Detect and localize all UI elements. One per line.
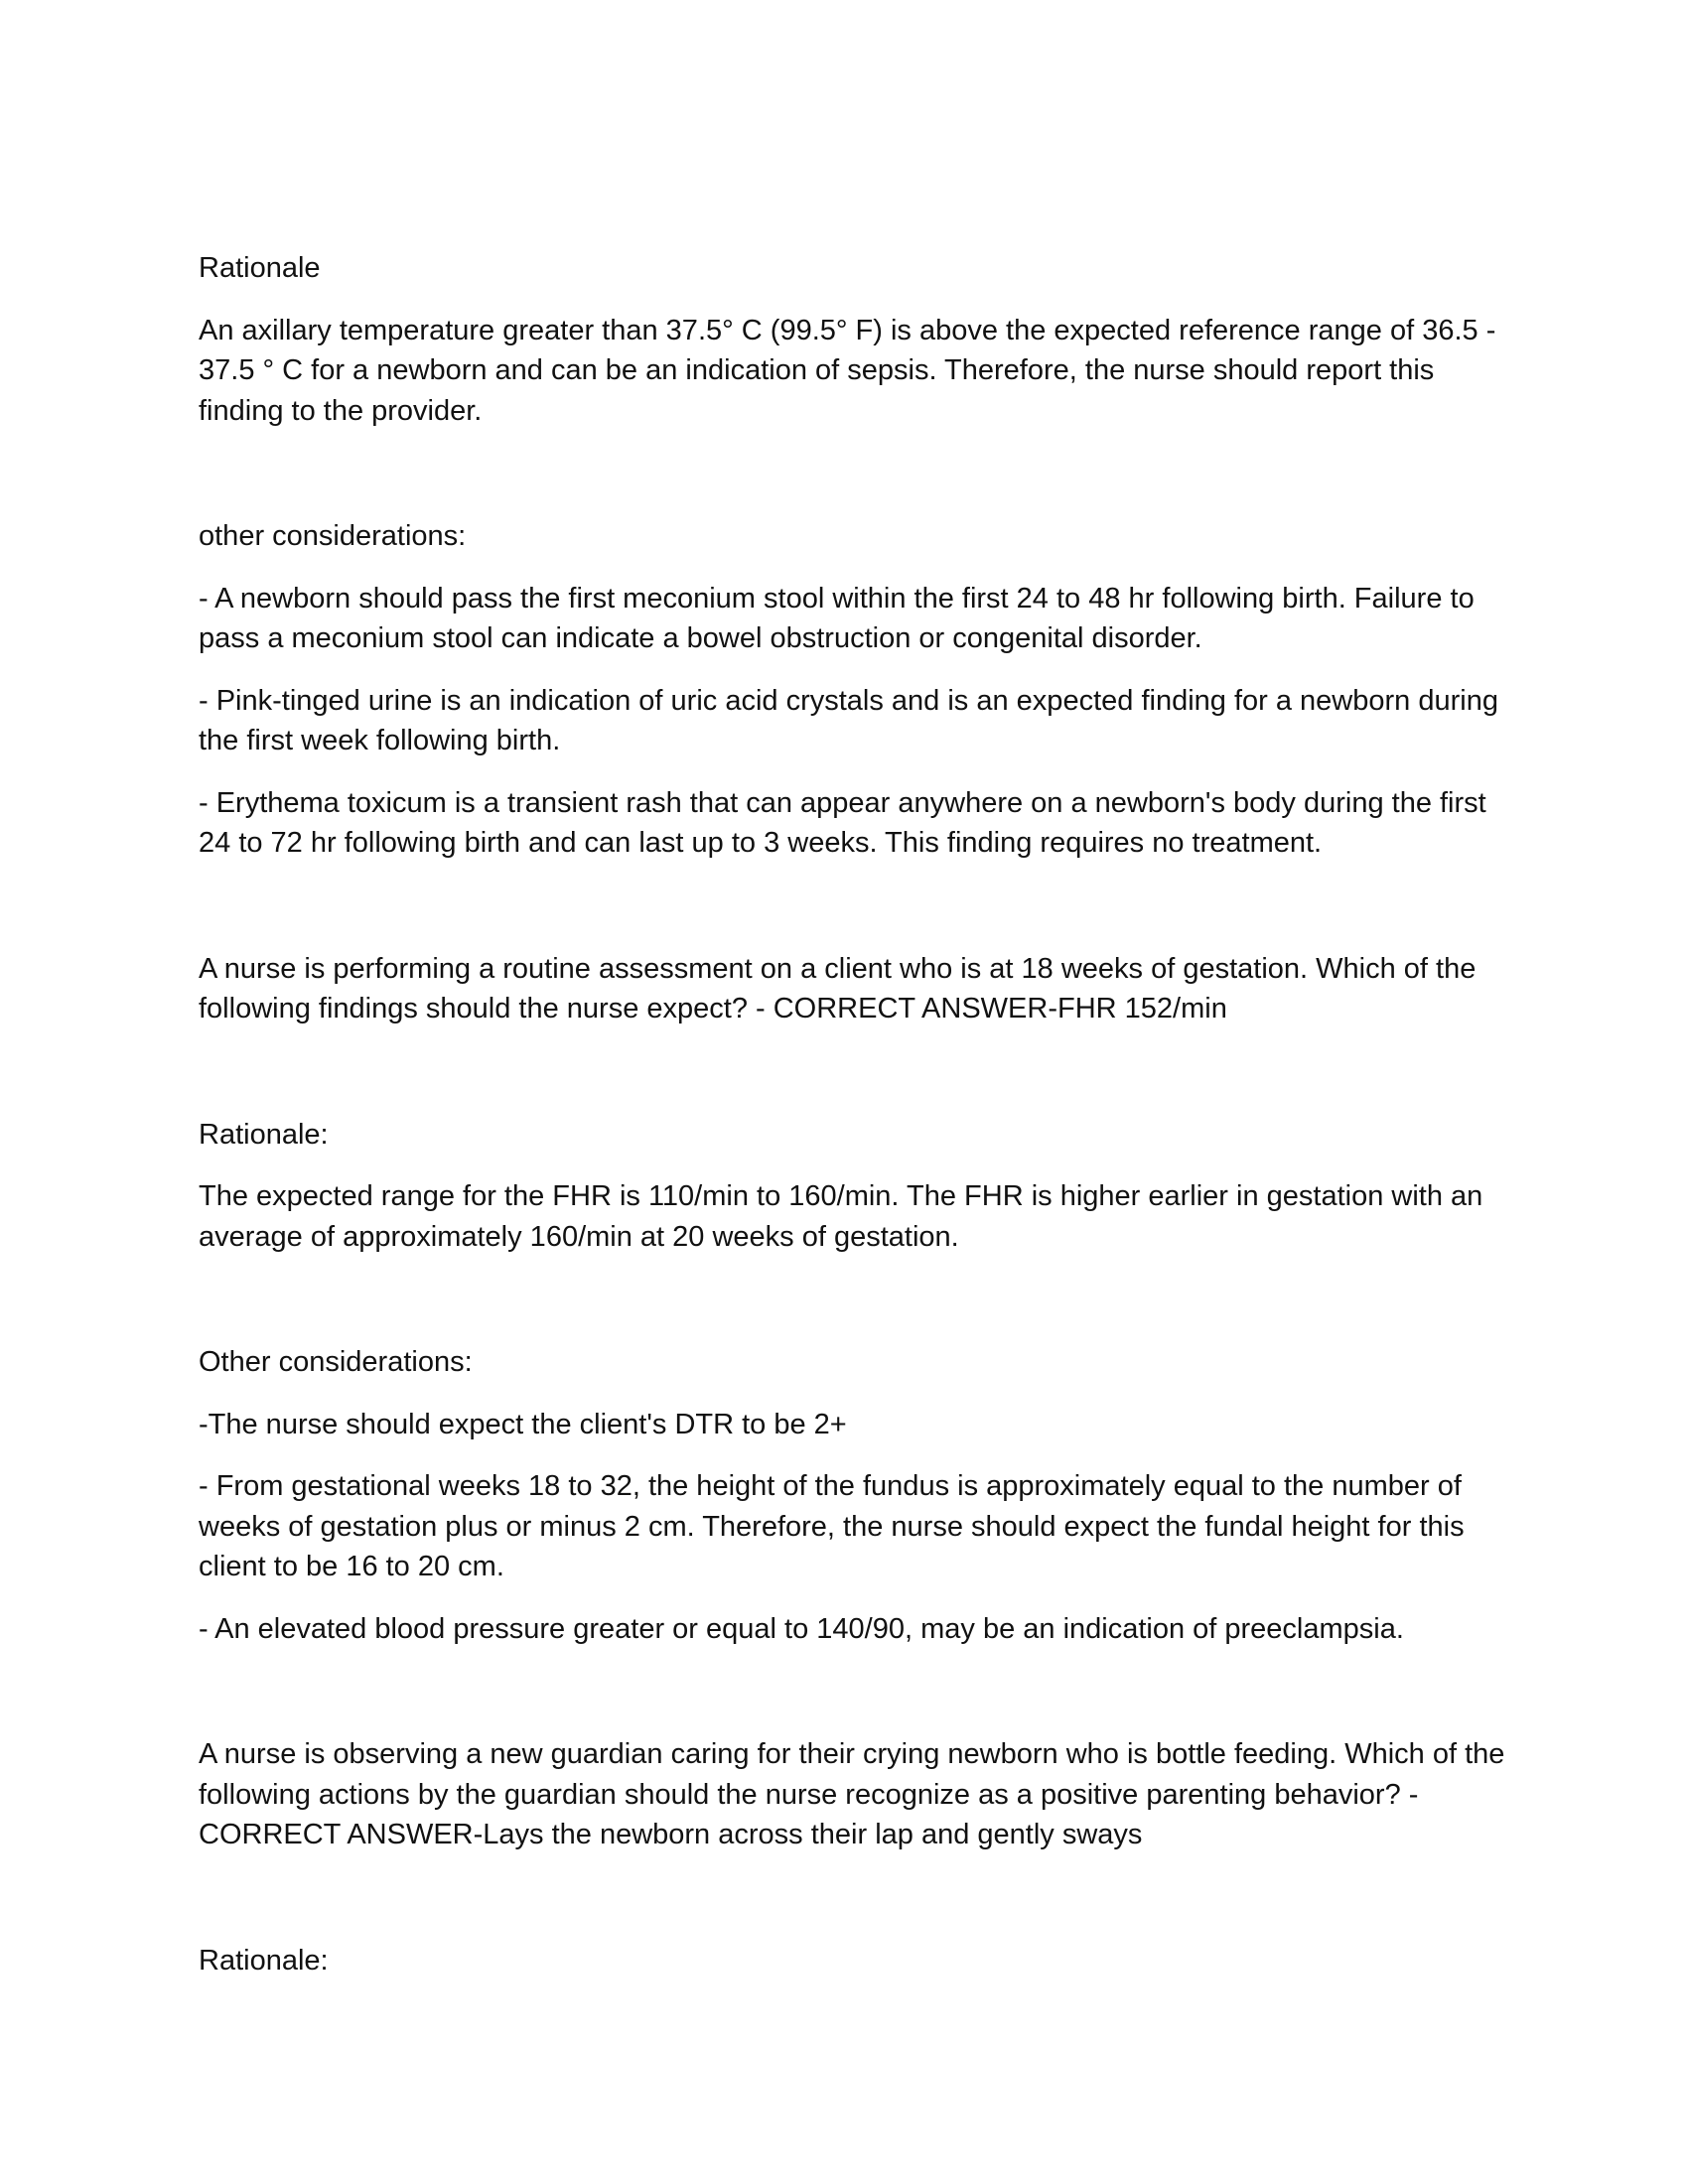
consideration-item-urine: - Pink-tinged urine is an indication of uric acid crystals and is an expected finding for a newborn during the first week following birth. — [199, 684, 1498, 756]
rationale-heading-3: Rationale: — [199, 1944, 329, 1977]
document-page — [199, 248, 1509, 1980]
rationale-paragraph-2: The expected range for the FHR is 110/min to 160/min. The FHR is higher earlier in gestation with an average of approximately 160/min at 20 weeks of gestation. — [199, 1180, 1483, 1253]
consideration-item-blood-pressure: - An elevated blood pressure greater or equal to 140/90, may be an indication of preeclampsia. — [199, 1612, 1404, 1645]
consideration-item-erythema: - Erythema toxicum is a transient rash that can appear anywhere on a newborn's body during the first 24 to 72 hr following birth and can last up to 3 weeks. This finding requires no treatment. — [199, 786, 1486, 859]
rationale-paragraph-1: An axillary temperature greater than 37.5° C (99.5° F) is above the expected reference range of 36.5 - 37.5 ° C for a newborn and can be an indication of sepsis. Therefore, the nurse should report this finding to the provider. — [199, 314, 1496, 427]
question-parenting: A nurse is observing a new guardian caring for their crying newborn who is bottle feeding. Which of the following actions by the guardian should the nurse recognize as a positive parenting behavior? - CORRECT ANSWER-Lays the newborn across their lap and gently sways — [199, 1738, 1505, 1850]
consideration-item-meconium: - A newborn should pass the first meconium stool within the first 24 to 48 hr following birth. Failure to pass a meconium stool can indicate a bowel obstruction or congenital disorder. — [199, 582, 1475, 654]
considerations-heading-2: Other considerations: — [199, 1346, 473, 1378]
consideration-item-dtr: -The nurse should expect the client's DTR to be 2+ — [199, 1408, 847, 1440]
rationale-heading-2: Rationale: — [199, 1118, 329, 1151]
question-gestation: A nurse is performing a routine assessment on a client who is at 18 weeks of gestation. Which of the following findings should the nurse expect? - CORRECT ANSWER-FHR 152/min — [199, 952, 1477, 1024]
rationale-heading-1: Rationale — [199, 252, 321, 284]
considerations-heading-1: other considerations: — [199, 520, 467, 552]
consideration-item-fundus: - From gestational weeks 18 to 32, the height of the fundus is approximately equal to the number of weeks of gestation plus or minus 2 cm. Therefore, the nurse should expect the fundal height for this client to be 16 to 20 cm. — [199, 1470, 1465, 1582]
